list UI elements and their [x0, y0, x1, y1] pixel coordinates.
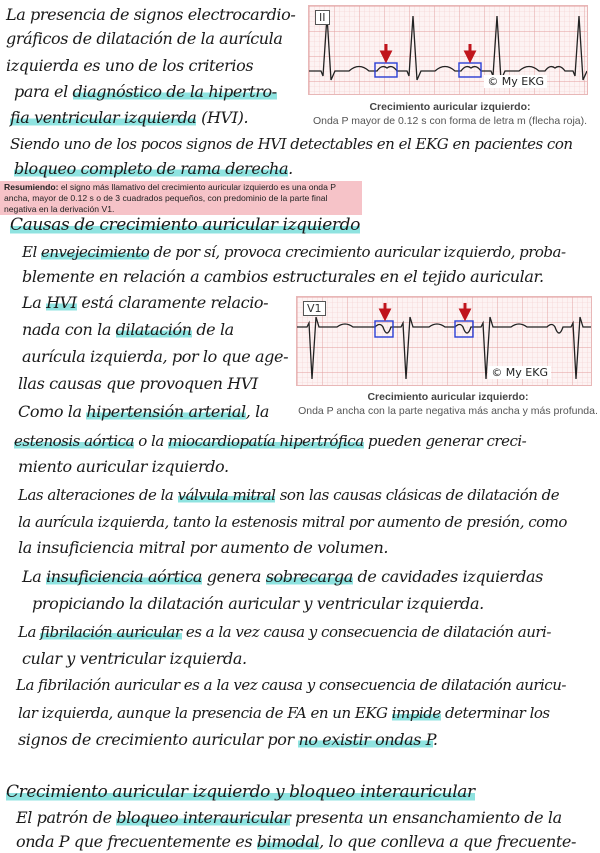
figure2-caption-title: Crecimiento auricular izquierdo: [367, 391, 529, 403]
text-line: gráficos de dilatación de la aurícula [6, 29, 283, 48]
section-heading-causas: Causas de crecimiento auricular izquierdo [10, 215, 360, 235]
text-line: llas causas que provoquen HVI [18, 374, 258, 393]
text-line: lar izquierda, aunque la presencia de FA en un EKG impide determinar los [18, 704, 550, 722]
highlight: fia ventricular izquierda [10, 108, 197, 127]
text-line: aurícula izquierda, por lo que age- [22, 347, 289, 366]
figure1-caption-text: Onda P mayor de 0.12 s con forma de letra m (flecha roja). [312, 115, 588, 127]
highlight: sobrecarga [265, 567, 353, 586]
highlight: fibrilación auricular [40, 623, 182, 641]
summary-label: Resumiendo: [4, 182, 59, 192]
text-line: miento auricular izquierdo. [18, 457, 229, 476]
text-line: Las alteraciones de la válvula mitral son las causas clásicas de dilatación de [18, 486, 560, 504]
highlight: hipertensión arterial [86, 402, 246, 421]
lead-label: V1 [303, 301, 326, 316]
text-line: La fibrilación auricular es a la vez causa y consecuencia de dilatación auricu- [16, 676, 566, 694]
text-line: para el diagnóstico de la hipertro- [14, 82, 277, 101]
highlight: bloqueo interauricular [116, 808, 291, 827]
section-heading-bloqueo: Crecimiento auricular izquierdo y bloqueo interauricular [6, 782, 475, 802]
text-line: nada con la dilatación de la [22, 320, 234, 339]
text-line: La presencia de signos electrocardio- [6, 5, 296, 24]
text-line: estenosis aórtica o la miocardiopatía hipertrófica pueden generar creci- [14, 432, 527, 450]
figure1-caption-title: Crecimiento auricular izquierdo: [369, 101, 531, 113]
highlight: envejecimiento [41, 243, 150, 261]
text-line: izquierda es uno de los criterios [6, 56, 254, 75]
text-line: Siendo uno de los pocos signos de HVI detectables en el EKG en pacientes con [10, 135, 573, 153]
myekg-logo: © My EKG [484, 75, 547, 88]
text-line: cular y ventricular izquierda. [22, 649, 247, 668]
highlight: bloqueo completo de rama derecha [14, 159, 289, 178]
text-line: blemente en relación a cambios estructurales en el tejido auricular. [22, 267, 544, 286]
highlight: bimodal [256, 832, 320, 851]
text-line: El patrón de bloqueo interauricular presenta un ensanchamiento de la [16, 808, 562, 827]
lead-label: II [315, 10, 330, 25]
text-line: bloqueo completo de rama derecha. [14, 159, 293, 178]
figure2-caption-text: Onda P ancha con la parte negativa más ancha y más profunda. [298, 405, 598, 417]
highlight: impide [391, 704, 441, 722]
highlight: estenosis aórtica [14, 432, 134, 450]
text-line: fia ventricular izquierda (HVI). [10, 108, 249, 127]
highlight: dilatación [115, 320, 192, 339]
text-line: la insuficiencia mitral por aumento de volumen. [18, 538, 389, 557]
myekg-logo: © My EKG [488, 366, 551, 379]
highlight: no existir ondas P [298, 730, 433, 749]
text-line: La HVI está claramente relacio- [22, 293, 269, 312]
text-line: signos de crecimiento auricular por no existir ondas P. [18, 730, 438, 749]
summary-box [0, 181, 362, 215]
highlight: insuficiencia aórtica [46, 567, 203, 586]
highlight: HVI [46, 293, 77, 312]
text-line: La fibrilación auricular es a la vez causa y consecuencia de dilatación auri- [18, 623, 551, 641]
text-line: Como la hipertensión arterial, la [18, 402, 269, 421]
highlight: diagnóstico de la hipertro- [72, 82, 277, 101]
highlight: válvula mitral [177, 486, 276, 504]
text-line: propiciando la dilatación auricular y ventricular izquierda. [32, 594, 484, 613]
text-line: onda P que frecuentemente es bimodal, lo que conlleva a que frecuente- [16, 832, 576, 851]
text-line: El envejecimiento de por sí, provoca crecimiento auricular izquierdo, proba- [22, 243, 566, 261]
text-line: la aurícula izquierda, tanto la estenosis mitral por aumento de presión, como [18, 513, 567, 531]
summary-text: el signo más llamativo del crecimiento auricular izquierdo es una onda P ancha, mayor de 0.12 s o de 3 cuadrados pequeños, con predominio de la parte final negativa en la derivación V1. [4, 182, 336, 214]
text-line: La insuficiencia aórtica genera sobrecarga de cavidades izquierdas [22, 567, 543, 586]
highlight: miocardiopatía hipertrófica [168, 432, 364, 450]
